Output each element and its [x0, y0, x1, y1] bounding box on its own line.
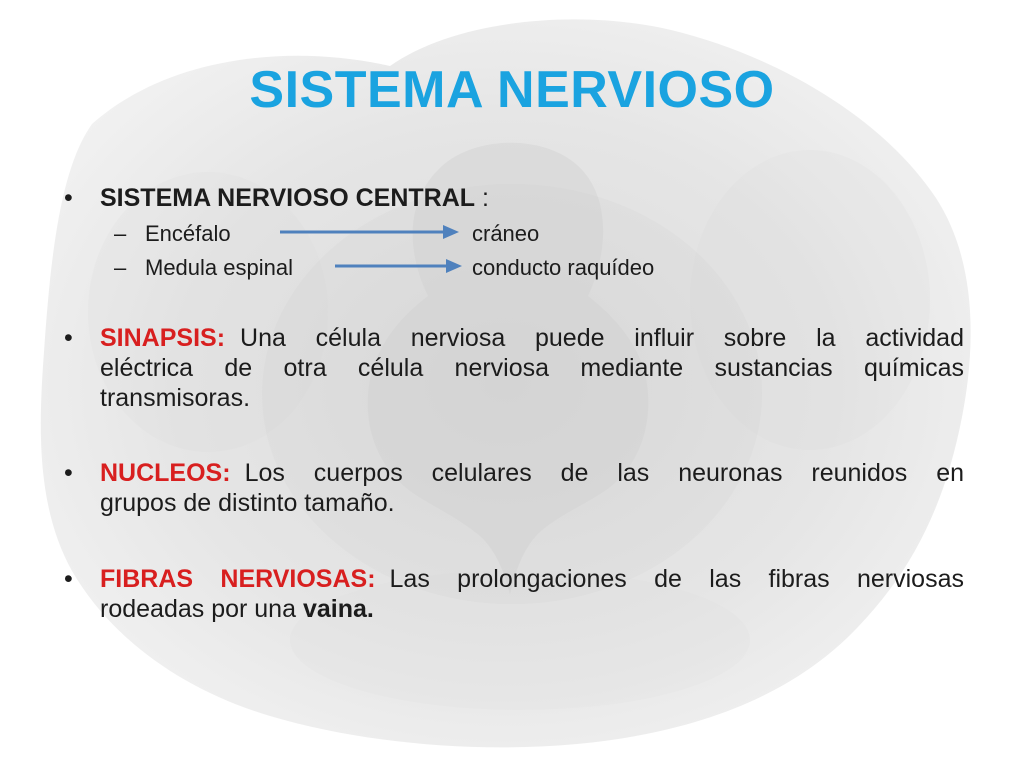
- section-nucleos-text-1: Los cuerpos celulares de las neuronas reunidos en: [244, 459, 964, 487]
- bullet-icon: •: [64, 459, 73, 487]
- section-sinapsis-heading: SINAPSIS:: [100, 324, 226, 352]
- section-sinapsis-line-2: eléctrica de otra célula nerviosa mediante sustancias químicas: [100, 354, 964, 382]
- section-heading-suffix: :: [475, 184, 489, 212]
- arrow-right-icon: [333, 256, 465, 280]
- section-nucleos: [100, 458, 964, 518]
- section-sinapsis-text-1: Una célula nerviosa puede influir sobre la actividad: [240, 324, 964, 352]
- subitem-left-medula-espinal: Medula espinal: [145, 255, 293, 280]
- section-sinapsis-line-1: [100, 323, 964, 353]
- section-fibras-text-2-prefix: rodeadas por una: [100, 595, 303, 623]
- bullet-icon: •: [64, 324, 73, 352]
- section-nucleos-heading: NUCLEOS:: [100, 459, 231, 487]
- section-nucleos-line-1: [100, 458, 964, 488]
- section-sinapsis: [100, 323, 964, 413]
- section-fibras-nerviosas: [100, 564, 964, 624]
- section-heading-central: [100, 183, 489, 214]
- subitem-right-craneo: cráneo: [472, 221, 540, 246]
- section-fibras-heading: FIBRAS NERVIOSAS:: [100, 565, 376, 593]
- section-fibras-text-2-bold: vaina.: [302, 595, 374, 623]
- section-fibras-line-1: [100, 564, 964, 594]
- subitem-left-encefalo: Encéfalo: [145, 221, 231, 246]
- section-sinapsis-line-3: transmisoras.: [100, 384, 251, 412]
- bullet-icon: •: [64, 565, 73, 593]
- section-fibras-line-2: [100, 594, 964, 624]
- subitem-right-conducto-raquideo: conducto raquídeo: [472, 255, 655, 280]
- section-heading-text: SISTEMA NERVIOSO CENTRAL: [100, 184, 476, 212]
- dash-icon: –: [114, 255, 127, 280]
- section-nucleos-line-2: grupos de distinto tamaño.: [100, 489, 395, 517]
- section-fibras-text-1: Las prolongaciones de las fibras nerviosas: [389, 565, 964, 593]
- arrow-right-icon: [278, 222, 462, 246]
- page-title: SISTEMA NERVIOSO: [249, 61, 775, 119]
- dash-icon: –: [114, 221, 127, 246]
- bullet-icon: •: [64, 184, 73, 212]
